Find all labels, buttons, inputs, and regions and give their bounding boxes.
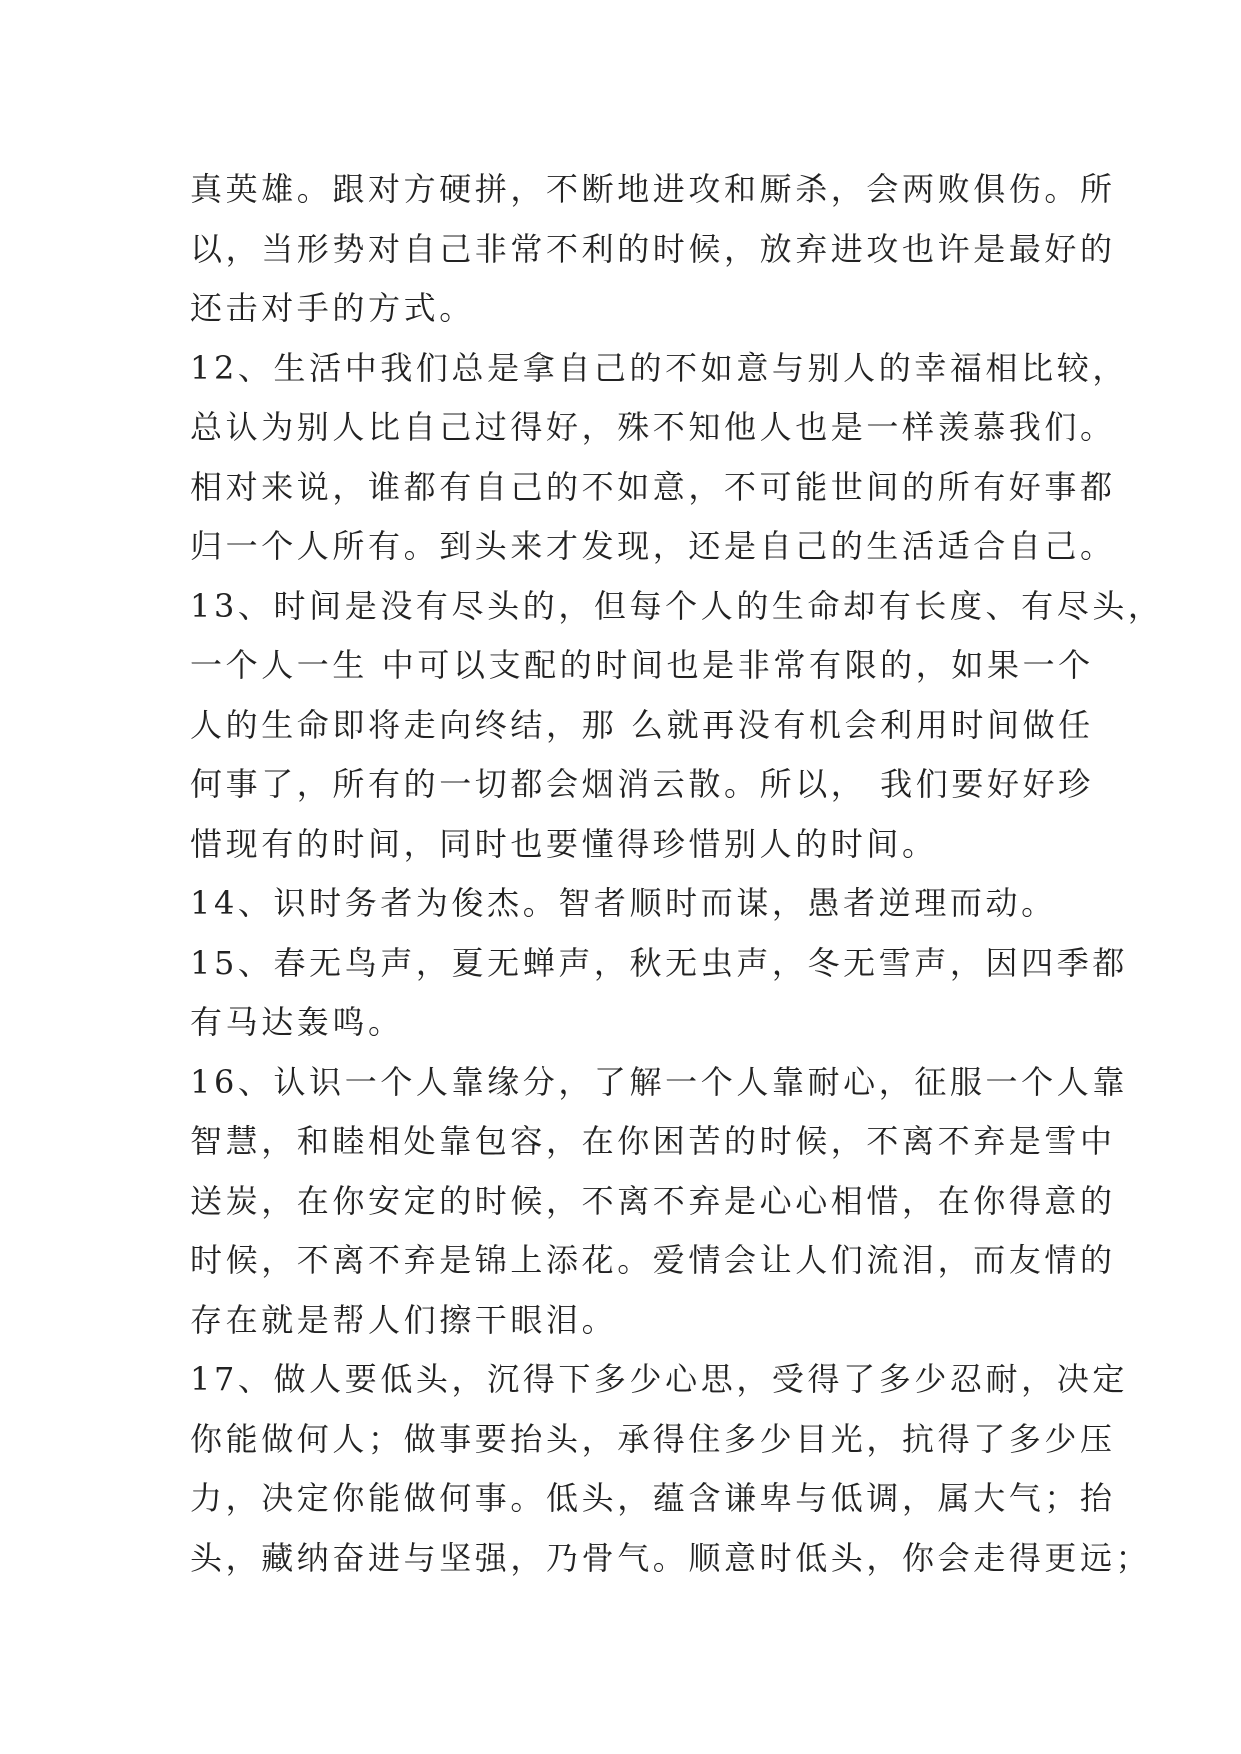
text-line: 16、认识一个人靠缘分，了解一个人靠耐心，征服一个人靠 xyxy=(190,1062,1128,1101)
text-line: 归一个人所有。到头来才发现，还是自己的生活适合自己。 xyxy=(190,527,1116,565)
text-line: 17、做人要低头，沉得下多少心思，受得了多少忍耐，决定 xyxy=(190,1360,1128,1398)
text-line: 头，藏纳奋进与坚强，乃骨气。顺意时低头，你会走得更远； xyxy=(190,1538,1152,1577)
text-line: 以，当形势对自己非常不利的时候，放弃进攻也许是最好的 xyxy=(190,229,1116,268)
text-line: 13、时间是没有尽头的，但每个人的生命却有长度、有尽头， xyxy=(190,586,1164,625)
text-line: 你能做何人；做事要抬头，承得住多少目光，抗得了多少压 xyxy=(190,1419,1116,1458)
text-line: 存在就是帮人们擦干眼泪。 xyxy=(190,1300,618,1339)
text-line: 12、生活中我们总是拿自己的不如意与别人的幸福相比较， xyxy=(190,348,1128,387)
text-line: 15、春无鸟声，夏无蝉声，秋无虫声，冬无雪声，因四季都 xyxy=(190,943,1128,982)
body-text xyxy=(190,160,1164,1588)
text-line: 智慧，和睦相处靠包容，在你困苦的时候，不离不弃是雪中 xyxy=(190,1122,1116,1160)
text-line: 总认为别人比自己过得好，殊不知他人也是一样羡慕我们。 xyxy=(190,408,1116,446)
text-line: 时候，不离不弃是锦上添花。爱情会让人们流泪，而友情的 xyxy=(190,1241,1116,1279)
text-line: 何事了，所有的一切都会烟消云散。所以， 我们要好好珍 xyxy=(190,765,1094,803)
text-line: 14、识时务者为俊杰。智者顺时而谋，愚者逆理而动。 xyxy=(190,884,1057,922)
text-line: 一个人一生 中可以支配的时间也是非常有限的，如果一个 xyxy=(190,646,1094,684)
text-line: 力，决定你能做何事。低头，蕴含谦卑与低调，属大气；抬 xyxy=(190,1479,1116,1517)
text-line: 有马达轰鸣。 xyxy=(190,1003,404,1041)
text-line: 惜现有的时间，同时也要懂得珍惜别人的时间。 xyxy=(190,824,938,863)
text-line: 真英雄。跟对方硬拼，不断地进攻和厮杀，会两败俱伤。所 xyxy=(190,170,1116,208)
text-line: 还击对手的方式。 xyxy=(190,289,475,327)
text-line: 相对来说，谁都有自己的不如意，不可能世间的所有好事都 xyxy=(190,467,1116,506)
text-line: 送炭，在你安定的时候，不离不弃是心心相惜，在你得意的 xyxy=(190,1181,1116,1220)
text-line: 人的生命即将走向终结，那 么就再没有机会利用时间做任 xyxy=(190,705,1094,744)
